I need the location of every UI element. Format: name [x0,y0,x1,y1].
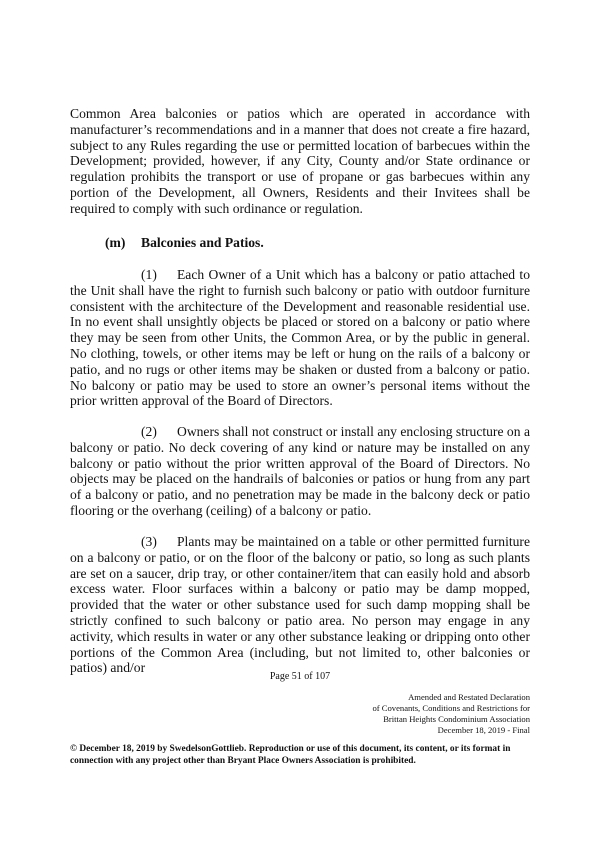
subsection-2 [70,424,530,519]
subsection-number: (2) [141,424,157,439]
subsection-number: (1) [141,267,157,282]
subsection-text: Plants may be maintained on a table or other permitted furniture on a balcony or patio, or on the floor of the balcony or patio, so long as such plants are set on a saucer, drip tray, or other container/item that can easily hold and absorb excess water. Floor surfaces within a balcony or patio may be damp mopped, provided that the water or other substance used for such damp mopping shall be strictly confined to such balcony or patio area. No person may engage in any activity, which results in water or any other substance leaking or dripping onto other portions of the Common Area (including, but not limited to, other balconies or patios) and/or [70,534,530,676]
subsection-1 [70,267,530,409]
continuation-paragraph [70,106,530,217]
subsection-text: Each Owner of a Unit which has a balcony or patio attached to the Unit shall have the right to furnish such balcony or patio with outdoor furniture consistent with the architecture of the Development and reasonable residential use. In no event shall unsightly objects be placed or stored on a balcony or patio where they may be seen from other Units, the Common Area, or by the public in general. No clothing, towels, or other items may be left or hung on the rails of a balcony or patio, and no rugs or other items may be shaken or dusted from a balcony or patio. No balcony or patio may be used to store an owner’s personal items without the prior written approval of the Board of Directors. [70,267,530,409]
doc-info-line: Amended and Restated Declaration [408,692,530,702]
document-info-block [372,692,530,736]
doc-info-line: of Covenants, Conditions and Restrictions for [372,703,530,713]
subsection-text: Owners shall not construct or install any enclosing structure on a balcony or patio. No deck covering of any kind or nature may be installed on any balcony or patio without the prior written approval of the Board of Directors. No objects may be placed on the handrails of balconies or patios or hung from any part of a balcony or patio, and no penetration may be made in the balcony deck or patio flooring or the overhang (ceiling) of a balcony or patio. [70,424,530,518]
section-heading [105,235,264,251]
subsection-3 [70,534,530,676]
subsection-number: (3) [141,534,157,549]
doc-info-line: December 18, 2019 - Final [437,725,530,735]
copyright-notice: © December 18, 2019 by SwedelsonGottlieb. Reproduction or use of this document, its content, or its format in connection with any project other than Bryant Place Owners Association is prohibited. [70,744,511,766]
section-title: Balconies and Patios. [141,235,264,250]
paragraph-text: Common Area balconies or patios which are operated in accordance with manufacturer’s recommendations and in a manner that does not create a fire hazard, subject to any Rules regarding the use or permitted location of barbecues within the Development; provided, however, if any City, County and/or State ordinance or regulation prohibits the transport or use of propane or gas barbecues within any portion of the Development, all Owners, Residents and their Invitees shall be required to comply with such ordinance or regulation. [70,106,530,216]
doc-info-line: Brittan Heights Condominium Association [383,714,530,724]
section-number: (m) [105,235,126,250]
page-number: Page 51 of 107 [269,671,331,682]
